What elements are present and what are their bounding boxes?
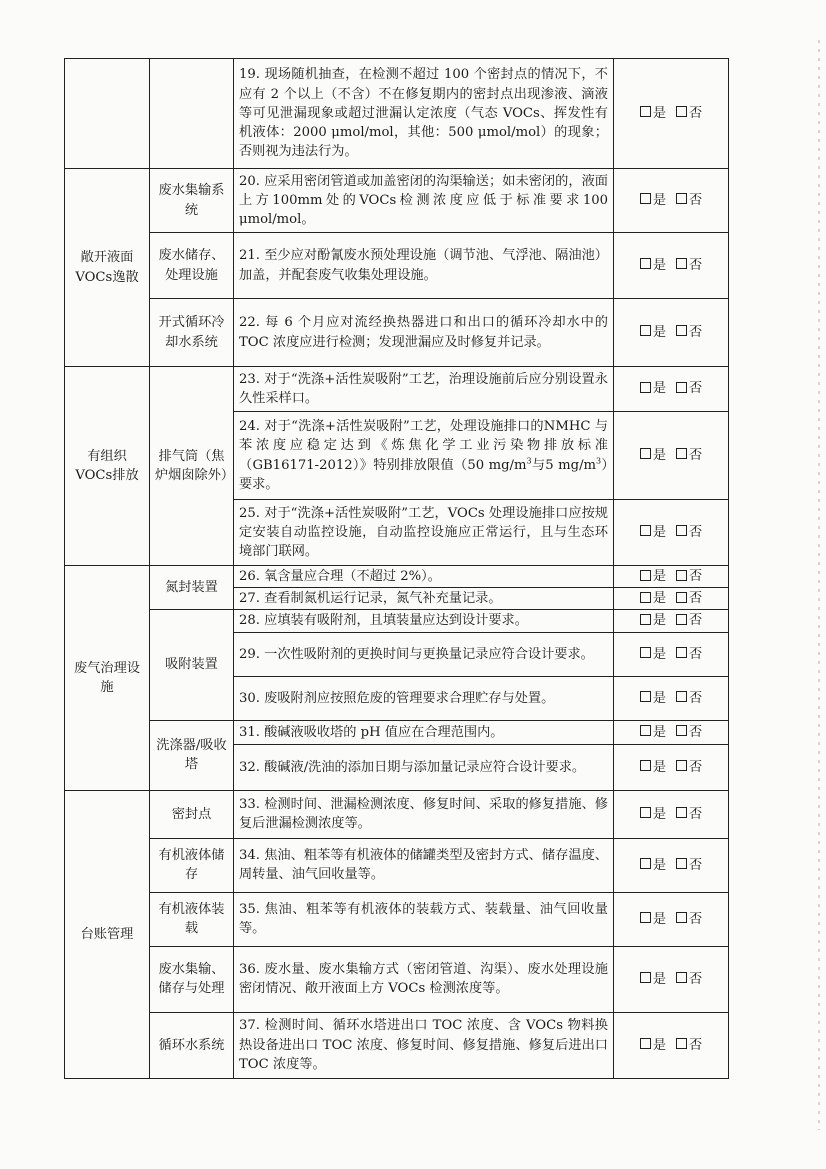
table-row — [65, 233, 729, 299]
subcategory-cell: 密封点 — [150, 790, 234, 838]
category-cell: 敞开液面VOCs逸散 — [65, 169, 150, 367]
checkbox-yes-icon[interactable] — [640, 1038, 651, 1049]
table-row — [65, 299, 729, 367]
yes-no-checkbox[interactable]: 是 否 — [614, 790, 729, 838]
item-text: 32. 酸碱液/洗油的添加日期与添加量记录应符合设计要求。 — [234, 744, 614, 790]
item-text: 21. 至少应对酚氰废水预处理设施（调节池、气浮池、隔油池）加盖，并配套废气收集处理设施。 — [234, 233, 614, 299]
checkbox-no-icon[interactable] — [676, 258, 687, 269]
yes-no-checkbox[interactable]: 是 否 — [614, 367, 729, 412]
item-text: 22. 每 6 个月应对流经换热器进口和出口的循环冷却水中的 TOC 浓度应进行检测；发现泄漏应及时修复并记录。 — [234, 299, 614, 367]
item-text: 37. 检测时间、循环水塔进出口 TOC 浓度、含 VOCs 物料换热设备进出口 TOC 浓度、修复时间、修复措施、修复后进出口 TOC 浓度等。 — [234, 1012, 614, 1078]
yes-no-checkbox[interactable]: 是 否 — [614, 946, 729, 1012]
checkbox-yes-icon[interactable] — [640, 325, 651, 336]
item-text: 28. 应填装有吸附剂，且填装量应达到设计要求。 — [234, 610, 614, 632]
yes-no-checkbox[interactable]: 是 否 — [614, 838, 729, 892]
checkbox-no-icon[interactable] — [676, 325, 687, 336]
yes-no-checkbox[interactable]: 是 否 — [614, 744, 729, 790]
subcategory-cell: 有机液体储存 — [150, 838, 234, 892]
item-text: 27. 查看制氮机运行记录，氮气补充量记录。 — [234, 588, 614, 610]
yes-no-checkbox[interactable]: 是 否 — [614, 610, 729, 632]
checkbox-yes-icon[interactable] — [640, 725, 651, 736]
subcategory-cell-empty — [150, 59, 234, 169]
checkbox-no-icon[interactable] — [676, 525, 687, 536]
item-text: 33. 检测时间、泄漏检测浓度、修复时间、采取的修复措施、修复后泄漏检测浓度等。 — [234, 790, 614, 838]
yes-no-checkbox[interactable]: 是 否 — [614, 566, 729, 588]
yes-no-checkbox[interactable]: 是 否 — [614, 59, 729, 169]
scan-edge-artifact — [818, 40, 820, 1130]
item-text: 30. 废吸附剂应按照危废的管理要求合理贮存与处置。 — [234, 676, 614, 720]
checkbox-no-icon[interactable] — [676, 912, 687, 923]
subcategory-cell: 排气筒（焦炉烟囱除外） — [150, 367, 234, 566]
subcategory-cell: 开式循环冷却水系统 — [150, 299, 234, 367]
subcategory-cell: 废水储存、处理设施 — [150, 233, 234, 299]
item-text: 25. 对于“洗涤+活性炭吸附”工艺，VOCs 处理设施排口应按规定安装自动监控设施，自动监控设施应正常运行，且与生态环境部门联网。 — [234, 500, 614, 566]
checkbox-yes-icon[interactable] — [640, 106, 651, 117]
table-row — [65, 790, 729, 838]
item-text: 26. 氧含量应合理（不超过 2%）。 — [234, 566, 614, 588]
checkbox-no-icon[interactable] — [676, 691, 687, 702]
subcategory-cell: 循环水系统 — [150, 1012, 234, 1078]
checkbox-no-icon[interactable] — [676, 807, 687, 818]
checkbox-yes-icon[interactable] — [640, 691, 651, 702]
subcategory-cell: 废水集输、储存与处理 — [150, 946, 234, 1012]
checkbox-no-icon[interactable] — [676, 1038, 687, 1049]
table-row — [65, 566, 729, 588]
item-text: 34. 焦油、粗苯等有机液体的储罐类型及密封方式、储存温度、周转量、油气回收量等。 — [234, 838, 614, 892]
subcategory-cell: 废水集输系统 — [150, 169, 234, 233]
table-row — [65, 838, 729, 892]
yes-no-checkbox[interactable]: 是 否 — [614, 632, 729, 676]
checkbox-no-icon[interactable] — [676, 570, 687, 581]
checkbox-no-icon[interactable] — [676, 972, 687, 983]
category-cell-empty — [65, 59, 150, 169]
yes-no-checkbox[interactable]: 是 否 — [614, 233, 729, 299]
item-text: 20. 应采用密闭管道或加盖密闭的沟渠输送；如未密闭的，液面上方100mm处的VOCs检测浓度应低于标准要求100 μmol/mol。 — [234, 169, 614, 233]
checkbox-yes-icon[interactable] — [640, 382, 651, 393]
checkbox-no-icon[interactable] — [676, 647, 687, 658]
table-row — [65, 169, 729, 233]
item-text: 23. 对于“洗涤+活性炭吸附”工艺，治理设施前后应分别设置永久性采样口。 — [234, 367, 614, 412]
checkbox-yes-icon[interactable] — [640, 972, 651, 983]
checkbox-yes-icon[interactable] — [640, 592, 651, 603]
checkbox-yes-icon[interactable] — [640, 525, 651, 536]
table-row — [65, 720, 729, 744]
table-row — [65, 946, 729, 1012]
checkbox-yes-icon[interactable] — [640, 807, 651, 818]
item-text: 19. 现场随机抽查，在检测不超过 100 个密封点的情况下，不应有 2 个以上（不含）不在修复期内的密封点出现渗液、滴液等可见泄漏现象或超过泄漏认定浓度（气态 VOCs、挥发性有机液体：2000 μmol/mol，其他：500 μmol/mol）的现象；否则视为违法行为。 — [234, 59, 614, 169]
table-row — [65, 367, 729, 412]
checkbox-no-icon[interactable] — [676, 382, 687, 393]
checkbox-yes-icon[interactable] — [640, 448, 651, 459]
checkbox-no-icon[interactable] — [676, 614, 687, 625]
checkbox-no-icon[interactable] — [676, 592, 687, 603]
checkbox-no-icon[interactable] — [676, 760, 687, 771]
checkbox-yes-icon[interactable] — [640, 570, 651, 581]
item-text: 29. 一次性吸附剂的更换时间与更换量记录应符合设计要求。 — [234, 632, 614, 676]
item-text: 24. 对于“洗涤+活性炭吸附”工艺，处理设施排口的NMHC 与苯浓度应稳定达到《炼焦化学工业污染物排放标准（GB16171-2012）》特别排放限值（50 $mg/m^3$与5 $mg/m^3$）要求。 — [234, 412, 614, 500]
checkbox-no-icon[interactable] — [676, 193, 687, 204]
yes-no-checkbox[interactable]: 是 否 — [614, 676, 729, 720]
checkbox-yes-icon[interactable] — [640, 858, 651, 869]
checkbox-no-icon[interactable] — [676, 725, 687, 736]
checkbox-yes-icon[interactable] — [640, 614, 651, 625]
checkbox-yes-icon[interactable] — [640, 912, 651, 923]
subcategory-cell: 吸附装置 — [150, 610, 234, 720]
subcategory-cell: 有机液体装载 — [150, 892, 234, 946]
category-cell: 台账管理 — [65, 790, 150, 1078]
checklist-table — [64, 58, 729, 1079]
checkbox-no-icon[interactable] — [676, 858, 687, 869]
category-cell: 废气治理设施 — [65, 566, 150, 791]
table-row — [65, 1012, 729, 1078]
yes-no-checkbox[interactable]: 是 否 — [614, 1012, 729, 1078]
table-row — [65, 610, 729, 632]
item-text: 31. 酸碱液吸收塔的 pH 值应在合理范围内。 — [234, 720, 614, 744]
subcategory-cell: 洗涤器/吸收塔 — [150, 720, 234, 790]
yes-no-checkbox[interactable]: 是 否 — [614, 588, 729, 610]
yes-no-checkbox[interactable]: 是 否 — [614, 720, 729, 744]
yes-no-checkbox[interactable]: 是 否 — [614, 412, 729, 500]
yes-no-checkbox[interactable]: 是 否 — [614, 169, 729, 233]
checkbox-yes-icon[interactable] — [640, 647, 651, 658]
yes-no-checkbox[interactable]: 是 否 — [614, 299, 729, 367]
checkbox-yes-icon[interactable] — [640, 193, 651, 204]
checkbox-yes-icon[interactable] — [640, 258, 651, 269]
table-row — [65, 59, 729, 169]
category-cell: 有组织VOCs排放 — [65, 367, 150, 566]
subcategory-cell: 氮封装置 — [150, 566, 234, 610]
yes-no-checkbox[interactable]: 是 否 — [614, 892, 729, 946]
checkbox-no-icon[interactable] — [676, 448, 687, 459]
checkbox-yes-icon[interactable] — [640, 760, 651, 771]
item-text: 36. 废水量、废水集输方式（密闭管道、沟渠）、废水处理设施密闭情况、敞开液面上方 VOCs 检测浓度等。 — [234, 946, 614, 1012]
checkbox-no-icon[interactable] — [676, 106, 687, 117]
item-text: 35. 焦油、粗苯等有机液体的装载方式、装载量、油气回收量等。 — [234, 892, 614, 946]
yes-no-checkbox[interactable]: 是 否 — [614, 500, 729, 566]
table-row — [65, 892, 729, 946]
